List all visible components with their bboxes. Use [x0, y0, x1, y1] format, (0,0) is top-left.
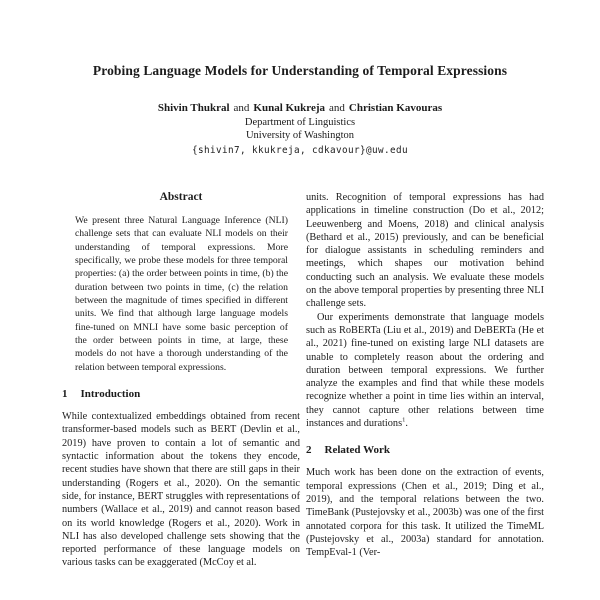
- footnote-marker: 1: [402, 416, 406, 424]
- affiliation-university: University of Washington: [245, 130, 355, 141]
- sentence-period: .: [405, 418, 408, 430]
- abstract-heading: Abstract: [159, 191, 203, 203]
- paragraph-text: Our experiments demonstrate that language models such as RoBERTa (Liu et al., 2019) and DeBERTa (He et al., 2021) fine-tuned on existing large NLI datasets are unable to completely reason about the ordering and duration between temporal expressions. We further analyze the examples and find that while these models recognize whether a point in time lies within an interval, they cannot capture other relations between time instances and durations: [306, 311, 544, 430]
- paper-title: Probing Language Models for Understanding of Temporal Expressions: [92, 63, 508, 78]
- introduction-paragraph: While contextualized embeddings obtained from recent transformer-based models such as BERT (Devlin et al., 2019) have proven to contain a lot of semantic and syntactic information about the tokens they encode, recent studies have shown that there are still gaps in their understanding (Rogers et al., 2020). On the semantic side, for instance, BERT struggles with representations of numbers (Wallace et al., 2019) and cannot reason based on its world knowledge (Rogers et al., 2020). Work in NLI has also developed challenge sets showing that the reported performance of these language models on various tasks can be exaggerated (McCoy et al.: [62, 411, 300, 569]
- author-separator: and: [329, 102, 345, 114]
- author-name: Christian Kavouras: [348, 102, 443, 114]
- right-column: [306, 191, 544, 570]
- introduction-continuation-paragraph: units. Recognition of temporal expressions has had applications in timeline construction (Do et al., 2012; Leeuwenberg and Moens, 2018) and clinical analysis (Bethard et al., 2015) previously, and can be beneficial for dialogue assistants in scheduling reminders and meetings, which shapes our motivation behind conducting such an analysis. We evaluate these models on the above temporal properties by presenting three NLI challenge sets.: [306, 192, 544, 310]
- two-column-body: [0, 191, 600, 570]
- introduction-experiments-paragraph: [306, 311, 544, 431]
- author-separator: and: [233, 102, 250, 114]
- left-column: [62, 191, 300, 570]
- section-number: 1: [62, 388, 68, 401]
- section-number: 2: [306, 444, 312, 457]
- abstract-text: We present three Natural Language Inference (NLI) challenge sets that can evaluate NLI models on their understanding of temporal expressions. More specifically, we probe these models for three temporal properties: (a) the order between points in time, (b) the duration between two points in time, (c) the relation between the magnitude of times specified in different units. We find that although large language models fine-tuned on MNLI have some basic perception of the order between points in time, at large, these models do not have a thorough understanding of the relation between temporal expressions.: [75, 215, 288, 373]
- author-line: [0, 102, 600, 114]
- author-name: Shivin Thukral: [157, 102, 230, 114]
- section-title: Introduction: [80, 388, 141, 401]
- section-title: Related Work: [324, 444, 390, 457]
- paper-header: [0, 0, 600, 156]
- related-work-paragraph: Much work has been done on the extraction of events, temporal expressions (Chen et al., 2019; Ding et al., 2019), and the temporal relations between the two. TimeBank (Pustejovsky et al., 2003b) was one of the first annotated corpora for this task. It utilized the TimeML (Pustejovsky et al., 2003a) standard for annotation. TempEval-1 (Ver-: [306, 467, 544, 559]
- affiliation-department: Department of Linguistics: [244, 116, 356, 128]
- author-name: Kunal Kukreja: [253, 102, 326, 114]
- author-emails: {shivin7, kkukreja, cdkavour}@uw.edu: [192, 145, 408, 156]
- section-heading-related-work: [306, 444, 544, 456]
- section-heading-introduction: [62, 388, 300, 400]
